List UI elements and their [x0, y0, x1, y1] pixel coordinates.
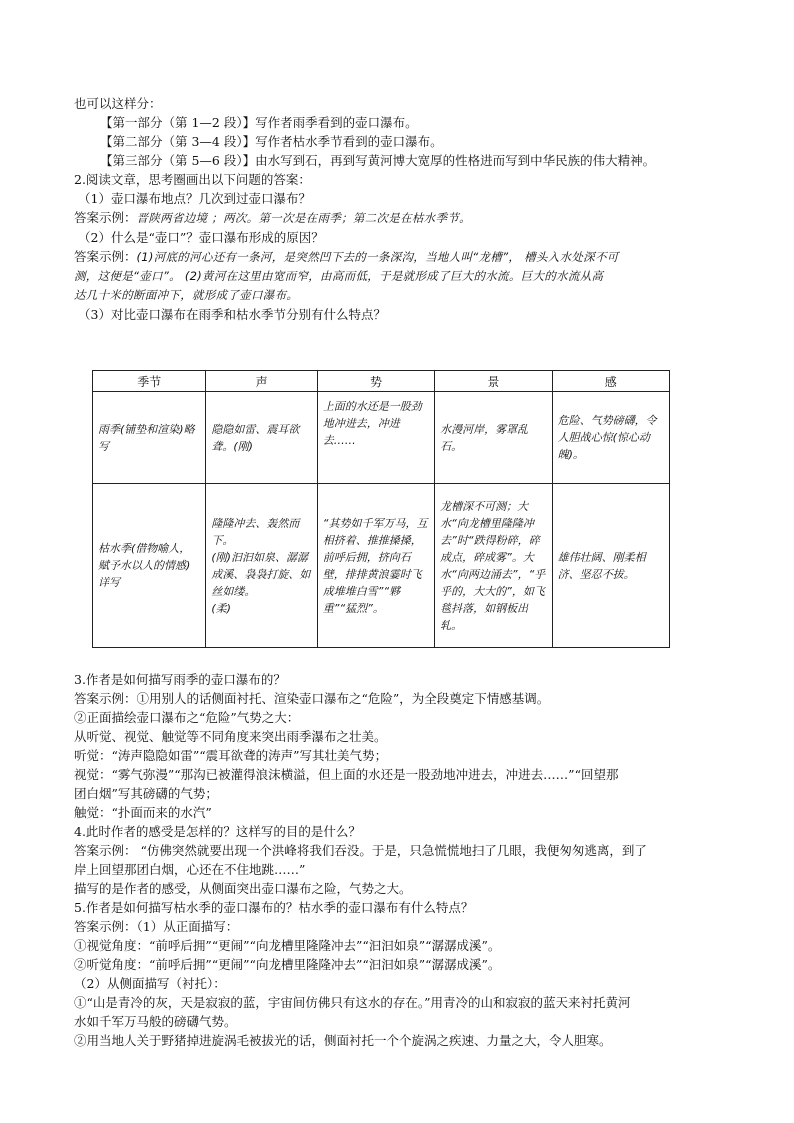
- table-row: [93, 392, 670, 484]
- cell-sound: 隐隐如雷、震耳欲聋。(刚): [206, 392, 317, 484]
- q5-answer-4: （2）从侧面描写（衬托）：: [74, 976, 226, 991]
- answer-text: ①用别人的话侧面衬托、渲染壶口瀑布之“危险”，为全段奠定下情感基调。: [136, 691, 550, 706]
- comparison-table: [92, 370, 670, 648]
- q4-answer-a: 答案示例： “仿佛突然就要出现一个洪峰将我们吞没。于是，只急慌慌地扫了几眼，我便匆匆逃离，到了: [74, 843, 647, 858]
- q5-title: 5.作者是如何描写枯水季的壶口瀑布的？枯水季的壶口瀑布有什么特点？: [74, 900, 474, 915]
- q2-sub3: （3）对比壶口瀑布在雨季和枯水季节分别有什么特点？: [78, 307, 386, 322]
- cell-scene: 龙槽深不可测；大水“向龙槽里隆隆冲去”时“跌得粉碎，碎成点，碎成雾”。大水“向两边涌去”，“乎乎的，大大的”，如飞毯抖落，如钢板出轧。: [435, 484, 552, 648]
- q2-answer-2-line3: 达几十米的断面冲下，就形成了壶口瀑布。: [74, 288, 299, 302]
- cell-season: 枯水季(借物喻人，赋予水以人的情感)详写: [93, 484, 206, 648]
- q2-answer-2-line1: [74, 247, 734, 267]
- q4-title: 4.此时作者的感受是怎样的？这样写的目的是什么？: [74, 824, 361, 839]
- q3-title: 3.作者是如何描写雨季的壶口瀑布的？: [74, 672, 286, 687]
- table-header-row: [93, 371, 670, 392]
- cell-season: 雨季(铺垫和渲染)略写: [93, 392, 206, 484]
- cell-force: 上面的水还是一股劲地冲进去，冲进 去……: [317, 392, 434, 484]
- answer-label: 答案示例：: [74, 210, 137, 225]
- answer-label: 答案示例：: [74, 691, 137, 706]
- intro-part-1: 【第一部分（第 1—2 段）】写作者雨季看到的壶口瀑布。: [100, 115, 418, 130]
- header-season: 季节: [93, 371, 206, 392]
- q2-sub1: （1）壶口瀑布地点？几次到过壶口瀑布？: [78, 191, 311, 206]
- q2-title: 2.阅读文章，思考圈画出以下问题的答案：: [74, 172, 311, 187]
- q3-answer-5b: 团白烟”写其磅礴的气势；: [74, 786, 218, 801]
- answer-text: (1)河底的河心还有一条河，是突然凹下去的一条深沟，当地人叫“龙槽”， 槽头入水处深不可: [136, 250, 619, 264]
- header-scene: 景: [435, 371, 552, 392]
- q3-answer-3: 从听觉、视觉、触觉等不同角度来突出雨季瀑布之壮美。: [74, 729, 387, 744]
- q5-answer-6: ②用当地人关于野猪掉进旋涡毛被拔光的话，侧面衬托一个个旋涡之疾速、力量之大，令人胆寒。: [74, 1033, 612, 1048]
- header-feeling: 感: [552, 371, 669, 392]
- intro-part-3: 【第三部分（第 5—6 段）】由水写到石，再到写黄河博大宽厚的性格进而写到中华民族的伟大精神。: [100, 153, 656, 168]
- cell-scene: 水漫河岸，雾罩乱石。: [435, 392, 552, 484]
- q5-answer-1: 答案示例：（1）从正面描写：: [74, 919, 239, 934]
- q5-answer-5a: ①“山是青冷的灰，天是寂寂的蓝，宇宙间仿佛只有这水的存在。”用青冷的山和寂寂的蓝天来衬托黄河: [74, 995, 631, 1010]
- q5-answer-5b: 水如千军万马般的磅礴气势。: [74, 1014, 237, 1029]
- q5-answer-2: ①视觉角度：“前呼后拥”“更闹”“向龙槽里隆隆冲去”“汩汩如泉”“潺潺成溪”。: [74, 938, 501, 953]
- answer-label: 答案示例：: [74, 249, 137, 264]
- q3-answer-1: [74, 689, 734, 708]
- answer-text: 晋陕两省边境 ；两次。第一次是在雨季；第二次是在枯水季节。: [136, 211, 471, 225]
- q4-answer-c: 描写的是作者的感受，从侧面突出壶口瀑布之险，气势之大。: [74, 881, 412, 896]
- intro-heading: 也可以这样分：: [74, 96, 162, 111]
- cell-force: “其势如千军万马，互相挤着、推推搡搡，前呼后拥，挤向石壁，排排黄浪霎时飞成堆堆白雪”“夥重”“猛烈”。: [317, 484, 434, 648]
- intro-part-2: 【第二部分（第 3—4 段）】写作者枯水季节看到的壶口瀑布。: [100, 134, 443, 149]
- q3-answer-4: 听觉：“涛声隐隐如雷”“震耳欲聋的涛声”写其壮美气势；: [74, 748, 388, 763]
- header-sound: 声: [206, 371, 317, 392]
- q2-answer-2-line2: 测，这便是“壶口”。 (2)黄河在这里由宽而窄，由高而低，于是就形成了巨大的水流。巨大的水流从高: [74, 269, 604, 283]
- q4-answer-b: 岸上回望那团白烟，心还在不住地跳……”: [74, 862, 306, 877]
- cell-feeling: 危险、气势磅礴，令人胆战心惊(惊心动魄)。: [552, 392, 669, 484]
- cell-feeling: 雄伟壮阔、刚柔相济、坚忍不拔。: [552, 484, 669, 648]
- q3-answer-2: ②正面描绘壶口瀑布之“危险”气势之大：: [74, 710, 300, 725]
- q3-answer-6: 触觉：“扑面而来的水汽”: [74, 805, 212, 820]
- cell-sound: 隆隆冲去、轰然而下。 (刚)汩汩如泉、潺潺成溪、袅袅打旋、如丝如缕。 (柔): [206, 484, 317, 648]
- table-row: [93, 484, 670, 648]
- q2-answer-1: [74, 208, 734, 228]
- q5-answer-3: ②听觉角度：“前呼后拥”“更闹”“向龙槽里隆隆冲去”“汩汩如泉”“潺潺成溪”。: [74, 957, 501, 972]
- document-page: [74, 94, 734, 1050]
- header-force: 势: [317, 371, 434, 392]
- q2-sub2: （2）什么是“壶口”？壶口瀑布形成的原因？: [78, 230, 324, 245]
- q3-answer-5a: 视觉：“雾气弥漫”“那沟已被灌得浪沫横溢，但上面的水还是一股劲地冲进去，冲进去……”“回望那: [74, 767, 619, 782]
